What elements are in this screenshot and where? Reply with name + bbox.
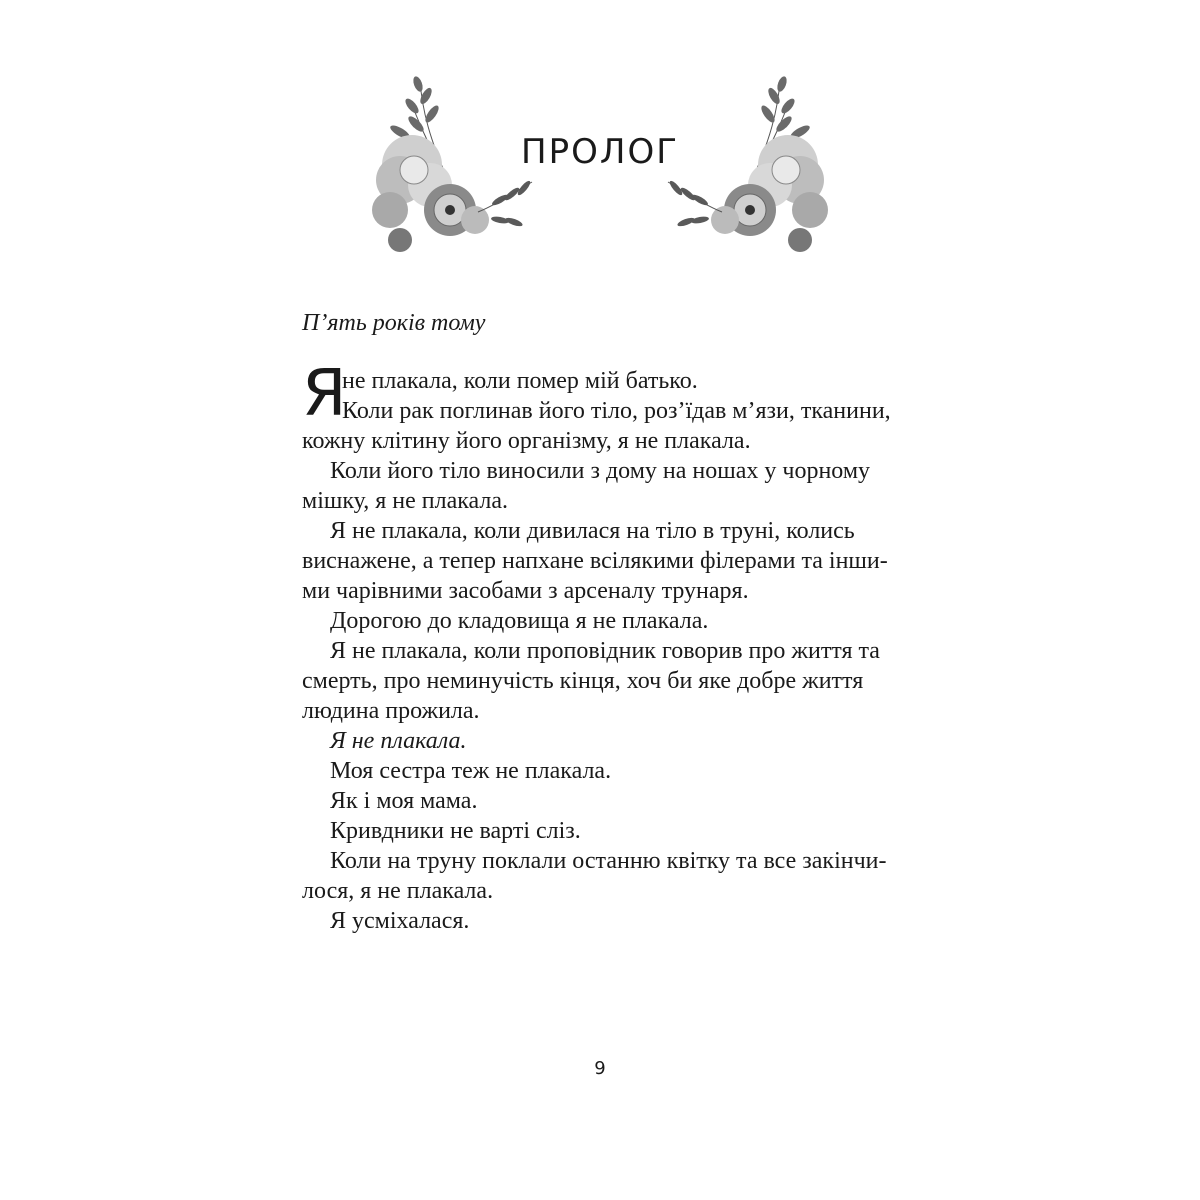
chapter-body [302,357,892,936]
body-line: мішку, я не плакала. [302,488,509,514]
body-line-italic: Я не плакала. [330,728,467,754]
body-line: людина прожила. [302,698,480,724]
chapter-header [360,70,840,270]
body-line: лося, я не плакала. [302,878,494,904]
body-line: кожну клітину його організму, я не плакала. [302,428,751,454]
body-line: Коли на труну поклали останню квітку та все закінчи- [330,848,887,874]
body-line: Моя сестра теж не плакала. [330,758,612,784]
body-line: Коли рак поглинав його тіло, роз’їдав м’язи, тканини, [342,398,891,424]
body-line: Кривдники не варті сліз. [330,818,581,844]
body-line: Я усміхалася. [330,908,470,934]
body-line: виснажене, а тепер напхане всілякими філерами та інши- [302,548,888,574]
page-number: 9 [594,1058,606,1079]
body-line: ми чарівними засобами з арсеналу трунаря. [302,578,749,604]
dropcap-letter: Я [302,357,347,431]
chapter-title: ПРОЛОГ [521,132,679,172]
body-line: Як і моя мама. [330,788,478,814]
body-line: Я не плакала, коли проповідник говорив про життя та [330,638,880,664]
floral-ornament-right-icon [660,70,840,270]
dropcap-paragraph [302,357,892,431]
body-line: Я не плакала, коли дивилася на тіло в труні, колись [330,518,855,544]
body-line: Коли його тіло виносили з дому на ношах у чорному [330,458,871,484]
body-line: смерть, про неминучість кінця, хоч би яке добре життя [302,668,864,694]
body-line: не плакала, коли помер мій батько. [342,368,698,394]
epigraph: П’ять років тому [302,310,486,336]
body-line: Дорогою до кладовища я не плакала. [330,608,709,634]
